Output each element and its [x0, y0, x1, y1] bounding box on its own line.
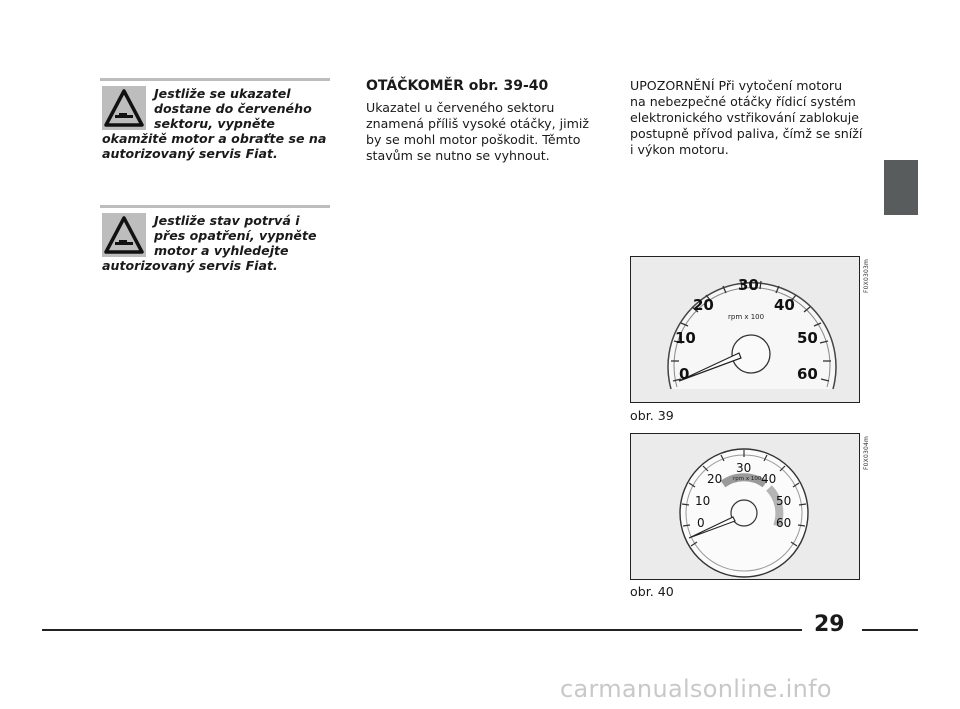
scale-label: 10 [675, 329, 696, 347]
body-line: znamená příliš vysoké otáčky, jimiž [366, 116, 589, 131]
figure-39-tachometer [630, 256, 870, 403]
warning-1-rule [100, 78, 330, 81]
section-heading [366, 78, 548, 94]
warning-1-text [102, 86, 332, 161]
footer-rule-left [42, 629, 802, 631]
chapter-side-tab [884, 160, 918, 215]
section-title: OTÁČKOMĚR [366, 78, 464, 94]
warning-line: dostane do červeného [154, 101, 312, 116]
body-line: Ukazatel u červeného sektoru [366, 100, 555, 115]
note-line: i výkon motoru. [630, 142, 729, 157]
section-body [366, 100, 606, 164]
warning-line: sektoru, vypněte [154, 116, 275, 131]
scale-label: 20 [707, 472, 723, 486]
footer-rule-right [862, 629, 918, 631]
scale-label: 0 [679, 365, 690, 383]
note-line: na nebezpečné otáčky řídicí systém [630, 94, 856, 109]
figure-code: F0X0304m [863, 435, 870, 470]
warning-line: okamžitě motor a obraťte se na [102, 131, 327, 146]
scale-label: 50 [776, 494, 792, 508]
warning-2-rule [100, 205, 330, 208]
body-line: by se mohl motor poškodit. Těmto [366, 132, 581, 147]
scale-label: 50 [797, 329, 818, 347]
note-line: UPOZORNĚNÍ Při vytočení motoru [630, 78, 843, 93]
figure-code: F0X0303m [863, 258, 870, 293]
note-line: elektronického vstřikování zablokuje [630, 110, 860, 125]
warning-line: Jestliže se ukazatel [154, 86, 291, 101]
scale-label: 0 [697, 516, 705, 530]
warning-line: přes opatření, vypněte [154, 228, 317, 243]
watermark: carmanualsonline.info [560, 675, 832, 703]
page-number: 29 [814, 612, 845, 637]
figure-39-caption: obr. 39 [630, 408, 674, 423]
scale-label: 20 [693, 296, 714, 314]
unit-label: rpm x 100 [728, 313, 765, 321]
scale-label: 40 [774, 296, 795, 314]
warning-2-text [102, 213, 332, 273]
scale-label: 60 [776, 516, 792, 530]
figure-40-tachometer [630, 433, 870, 580]
scale-label: 60 [797, 365, 818, 383]
scale-label: 30 [738, 276, 759, 294]
body-line: stavům se nutno se vyhnout. [366, 148, 550, 163]
warning-line: Jestliže stav potrvá i [154, 213, 300, 228]
unit-label: rpm x 100 [733, 476, 762, 482]
section-figure-ref: obr. 39-40 [468, 78, 549, 94]
warning-line: motor a vyhledejte [154, 243, 289, 258]
warning-line: autorizovaný servis Fiat. [102, 258, 278, 273]
scale-label: 10 [695, 494, 711, 508]
tachometer-40-graphic [631, 434, 859, 579]
tachometer-39-graphic [631, 257, 859, 402]
figure-40-caption: obr. 40 [630, 584, 674, 599]
scale-label: 30 [736, 461, 752, 475]
scale-label: 40 [761, 472, 777, 486]
note-line: postupně přívod paliva, čímž se sníží [630, 126, 863, 141]
warning-line: autorizovaný servis Fiat. [102, 146, 278, 161]
note-block [630, 78, 870, 158]
